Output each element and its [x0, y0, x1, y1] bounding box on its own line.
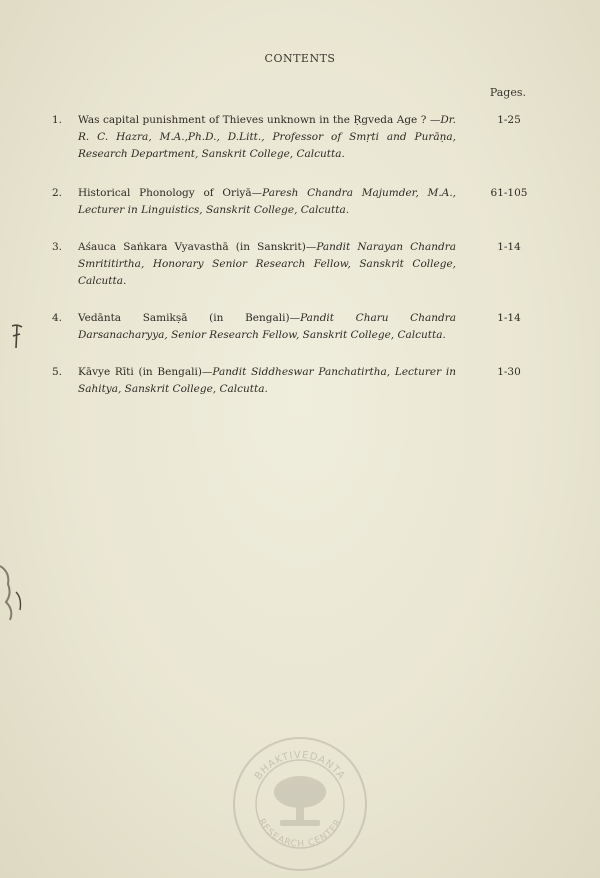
entry-author: —Pandit Narayan Chandra Smrititirtha, Honorary Senior Research Fellow, Sanskrit College, Calcutta.: [78, 241, 457, 287]
entry-title: Vedānta Samikṣā (in Bengali): [78, 312, 290, 324]
entry-text: [78, 112, 456, 163]
library-stamp: [230, 734, 370, 874]
entry-author: —Pandit Charu Chandra Darsanacharyya, Senior Research Fellow, Sanskrit College, Calcutta.: [78, 312, 457, 341]
entry-number: 1.: [52, 114, 63, 126]
entry-title: Was capital punishment of Thieves unknown in the Ṛgveda Age ?: [78, 114, 427, 126]
entry-pages: 1-14: [497, 312, 521, 324]
entry-number: 3.: [52, 241, 63, 253]
entry-pages: 61-105: [490, 187, 528, 199]
paper-damage-mark: [0, 562, 30, 622]
entry-title: Aśauca Saṅkara Vyavasthā (in Sanskrit): [78, 241, 306, 253]
entry-author: —Dr. R. C. Hazra, M.A.,Ph.D., D.Litt., Professor of Smṛti and Purāṇa, Research Department, Sanskrit College, Calcutta.: [78, 114, 456, 160]
page-title: CONTENTS: [264, 52, 336, 65]
entry-pages: 1-30: [497, 366, 521, 378]
entry-number: 5.: [52, 366, 63, 378]
entry-pages: 1-25: [497, 114, 521, 126]
entry-title: Historical Phonology of Oriyā: [78, 187, 252, 199]
entry-text: [78, 185, 456, 219]
entry-author: —Paresh Chandra Majumder, M.A., Lecturer in Linguistics, Sanskrit College, Calcutta.: [78, 187, 456, 216]
paper-stain-mark: [8, 322, 26, 352]
stamp-text-top: BHAKTIVEDANTA: [252, 749, 348, 782]
pages-column-label: Pages.: [489, 86, 526, 99]
stamp-text-bottom: RESEARCH CENTER: [255, 817, 345, 850]
entry-text: [78, 364, 456, 398]
entry-pages: 1-14: [497, 241, 521, 253]
entry-text: [78, 239, 456, 290]
entry-number: 4.: [52, 312, 63, 324]
entry-number: 2.: [52, 187, 63, 199]
entry-author: —Pandit Siddheswar Panchatirtha, Lecturer in Sahitya, Sanskrit College, Calcutta.: [78, 366, 456, 395]
entry-title: Kāvye Rīti (in Bengali): [78, 366, 202, 378]
entry-text: [78, 310, 456, 344]
tree-emblem-icon: [274, 776, 326, 826]
